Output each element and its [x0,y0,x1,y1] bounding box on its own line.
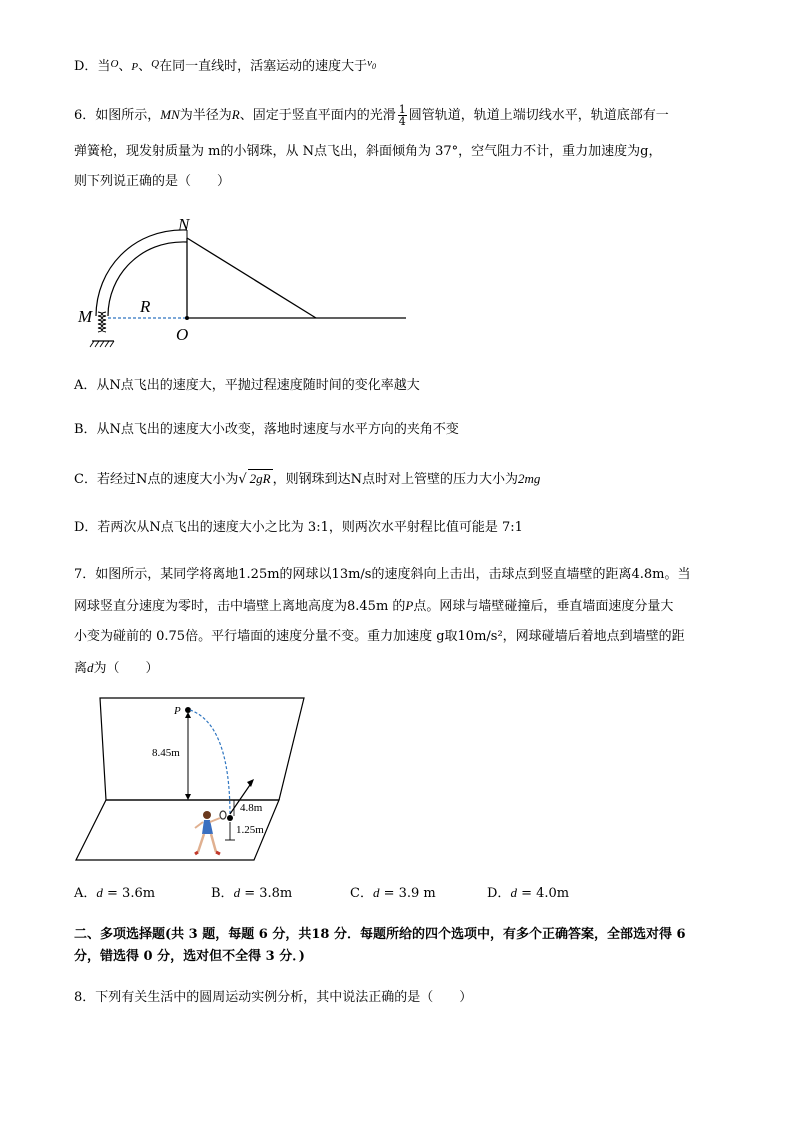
q6-option-d: D．若两次从N点飞出的速度大小之比为 3:1，则两次水平射程比值可能是 7:1 [74,520,523,535]
label-p: P [174,705,181,717]
q7-text: 网球竖直分速度为零时，击中墙壁上离地高度为8.45m 的 [74,599,406,614]
sqrt-sign: √ [238,472,247,487]
section-2-heading-line-2: 分，错选得 0 分，选对但不全得 3 分．) [74,949,305,964]
q7-text: 离 [74,661,88,676]
symbol-d: d [233,885,241,900]
option-letter: A． [74,886,97,901]
q8-stem: 8．下列有关生活中的圆周运动实例分析，其中说法正确的是（ ） [74,990,473,1005]
label-n: N [178,215,190,234]
option-value: = 3.9 m [379,886,436,901]
label-r: R [140,297,151,316]
ball [227,815,233,821]
q6-option-b: B．从N点飞出的速度大小改变，落地时速度与水平方向的夹角不变 [74,422,459,437]
q7-text: 为（ ） [93,661,159,676]
wall-plane [100,698,304,800]
q6-figure [74,208,414,358]
incline-line [187,238,316,318]
v0-base: v [367,57,373,69]
section-2-heading-line-1: 二、多项选择题(共 3 题，每题 6 分，共18 分．每题所给的四个选项中，有多个正确答案，全部选对得 6 [74,927,686,942]
symbol-p: P [131,61,139,73]
q6-stem-line-1 [74,104,669,127]
option-letter: B． [211,886,234,901]
arrowhead-up [185,712,191,718]
option-value: = 3.8m [240,886,293,901]
symbol-r: R [231,107,240,122]
q7-option-b [211,884,292,903]
label-125: 1.25m [236,824,264,836]
sqrt-2gr: 2gR [249,471,271,486]
symbol-q: Q [151,58,160,70]
q6-text: 、固定于竖直平面内的光滑 [239,108,396,123]
q7-option-d [487,884,569,903]
option-value: = 3.6m [102,886,156,901]
symbol-d: d [87,660,94,675]
q7-option-c [350,884,436,903]
symbol-mn: MN [160,107,180,122]
separator: 、 [138,59,152,74]
option-letter: D． [487,886,511,901]
symbol-d: d [96,885,103,900]
symbol-o: O [110,58,119,70]
symbol-d: d [510,885,517,900]
q7-option-a [74,884,155,903]
q6-text: 圆管轨道，轨道上端切线水平，轨道底部有一 [408,108,669,123]
q7-stem-line-4 [74,659,159,678]
option-letter: C． [350,886,373,901]
q7-text: 点。网球与墙壁碰撞后，垂直墙面速度分量大 [413,599,674,614]
fraction-denominator: 4 [398,115,406,128]
spring-icon [98,312,106,332]
expr-2mg: 2mg [517,471,541,486]
q6-option-a: A．从N点飞出的速度大，平抛过程速度随时间的变化率越大 [74,378,420,393]
label-o: O [176,325,189,344]
q5-d-mid: 在同一直线时，活塞运动的速度大于 [159,59,368,74]
q6-text: 6．如图所示， [74,108,161,123]
option-value: = 4.0m [516,886,570,901]
label-m: M [78,307,93,326]
separator: 、 [118,59,132,74]
center-point-o [185,316,189,320]
q6-option-c [74,469,540,489]
q6-stem-line-3: 则下列说正确的是（ ） [74,174,231,189]
arrowhead-down [185,794,191,800]
q7-figure [74,694,314,866]
fraction-numerator: 1 [398,103,406,116]
q6-c-text: C．若经过N点的速度大小为 [74,472,239,487]
q5-d-prefix: D．当 [74,59,111,74]
q6-text: 为半径为 [179,108,232,123]
ground-hatch [90,341,114,347]
q5-option-d [74,54,376,76]
q6-c-text: ，则钢珠到达N点时对上管壁的压力大小为 [272,472,518,487]
velocity-arrowhead [247,779,254,787]
tennis-player-icon [195,811,226,854]
q7-stem-line-1: 7．如图所示，某同学将离地1.25m的网球以13m/s的速度斜向上击出，击球点到竖直墙壁的距离4.8m。当 [74,567,691,582]
label-845: 8.45m [152,747,180,759]
symbol-d: d [372,885,380,900]
v0-sub: 0 [372,62,377,72]
symbol-v0 [367,57,377,72]
symbol-p: P [405,598,414,613]
fraction-one-quarter [398,104,407,127]
label-48: 4.8m [240,802,263,814]
q7-stem-line-3: 小变为碰前的 0.75倍。平行墙面的速度分量不变。重力加速度 g取10m/s²，网球碰墙后着地点到墙壁的距 [74,629,685,644]
q6-stem-line-2: 弹簧枪，现发射质量为 m的小钢珠，从 N点飞出，斜面倾角为 37°，空气阻力不计，重力加速度为g， [74,144,662,159]
q7-stem-line-2 [74,597,673,616]
